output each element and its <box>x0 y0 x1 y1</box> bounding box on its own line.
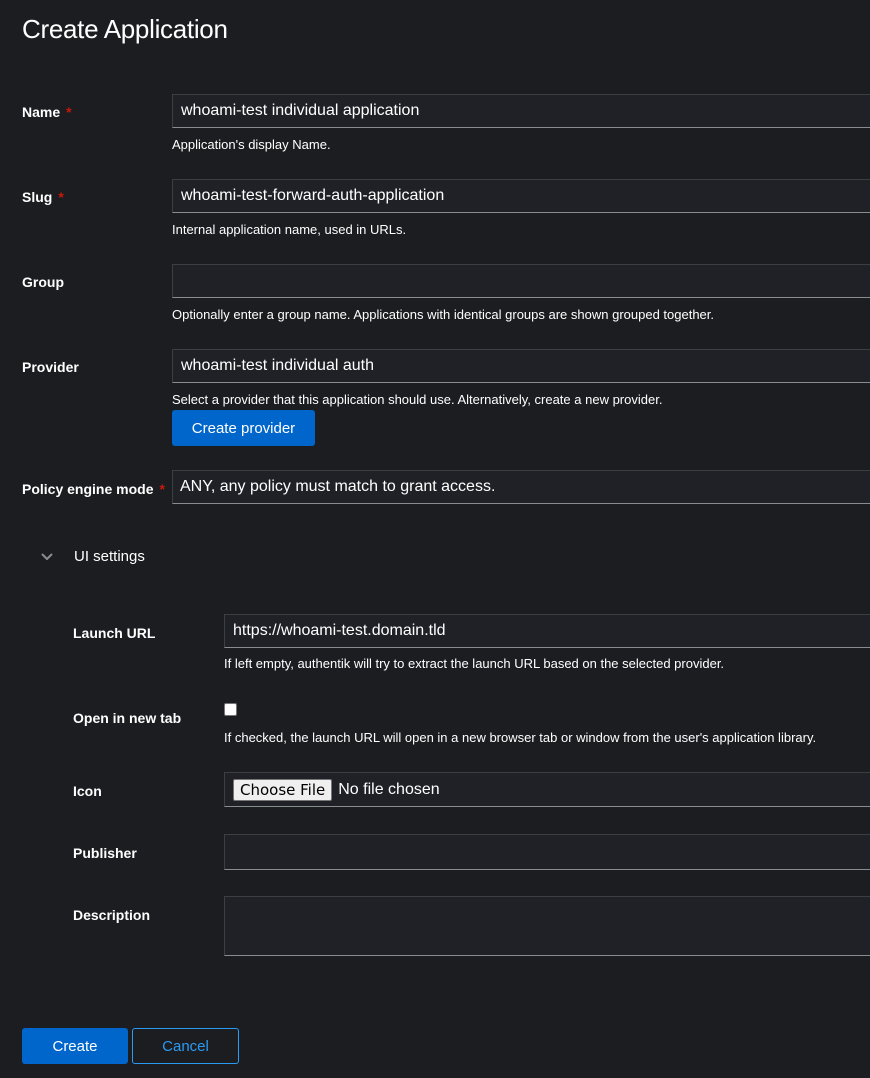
publisher-input[interactable] <box>224 834 870 870</box>
slug-required-mark: * <box>58 189 64 205</box>
group-helper: Optionally enter a group name. Applications with identical groups are shown grouped together. <box>172 307 715 322</box>
file-status: No file chosen <box>338 780 440 798</box>
group-label: Group <box>22 274 64 290</box>
description-label: Description <box>73 907 151 923</box>
name-label <box>22 104 72 120</box>
icon-file-input[interactable] <box>224 772 870 807</box>
provider-helper: Select a provider that this application should use. Alternatively, create a new provider. <box>172 392 663 407</box>
provider-label: Provider <box>22 359 79 375</box>
launch-url-helper: If left empty, authentik will try to extract the launch URL based on the selected provider. <box>224 656 725 671</box>
slug-label-text: Slug <box>22 189 53 205</box>
create-button[interactable]: Create <box>22 1028 128 1064</box>
cancel-button[interactable]: Cancel <box>132 1028 239 1064</box>
icon-label: Icon <box>73 783 102 799</box>
name-required-mark: * <box>66 104 72 120</box>
name-input[interactable]: whoami-test individual application <box>172 94 870 128</box>
launch-url-label: Launch URL <box>73 625 156 641</box>
ui-settings-label: UI settings <box>74 548 145 565</box>
policy-engine-mode-label-text: Policy engine mode <box>22 481 154 497</box>
chevron-down-icon <box>40 550 54 564</box>
open-in-new-tab-helper: If checked, the launch URL will open in a new browser tab or window from the user's application library. <box>224 730 817 745</box>
policy-engine-mode-label <box>22 481 165 497</box>
create-provider-button[interactable]: Create provider <box>172 410 315 446</box>
policy-engine-mode-select[interactable]: ANY, any policy must match to grant access. <box>172 470 870 504</box>
slug-input[interactable]: whoami-test-forward-auth-application <box>172 179 870 213</box>
description-textarea[interactable] <box>224 896 870 956</box>
open-in-new-tab-checkbox[interactable] <box>224 703 237 716</box>
name-helper: Application's display Name. <box>172 137 331 152</box>
name-label-text: Name <box>22 104 61 120</box>
open-in-new-tab-label: Open in new tab <box>73 710 182 726</box>
ui-settings-toggle[interactable] <box>40 548 145 565</box>
policy-engine-mode-required-mark: * <box>159 481 165 497</box>
slug-label <box>22 189 64 205</box>
publisher-label: Publisher <box>73 845 137 861</box>
group-input[interactable] <box>172 264 870 298</box>
provider-select[interactable]: whoami-test individual auth <box>172 349 870 383</box>
slug-helper: Internal application name, used in URLs. <box>172 222 407 237</box>
page-title: Create Application <box>22 14 228 44</box>
choose-file-button[interactable]: Choose File <box>233 779 332 801</box>
launch-url-input[interactable]: https://whoami-test.domain.tld <box>224 614 870 648</box>
